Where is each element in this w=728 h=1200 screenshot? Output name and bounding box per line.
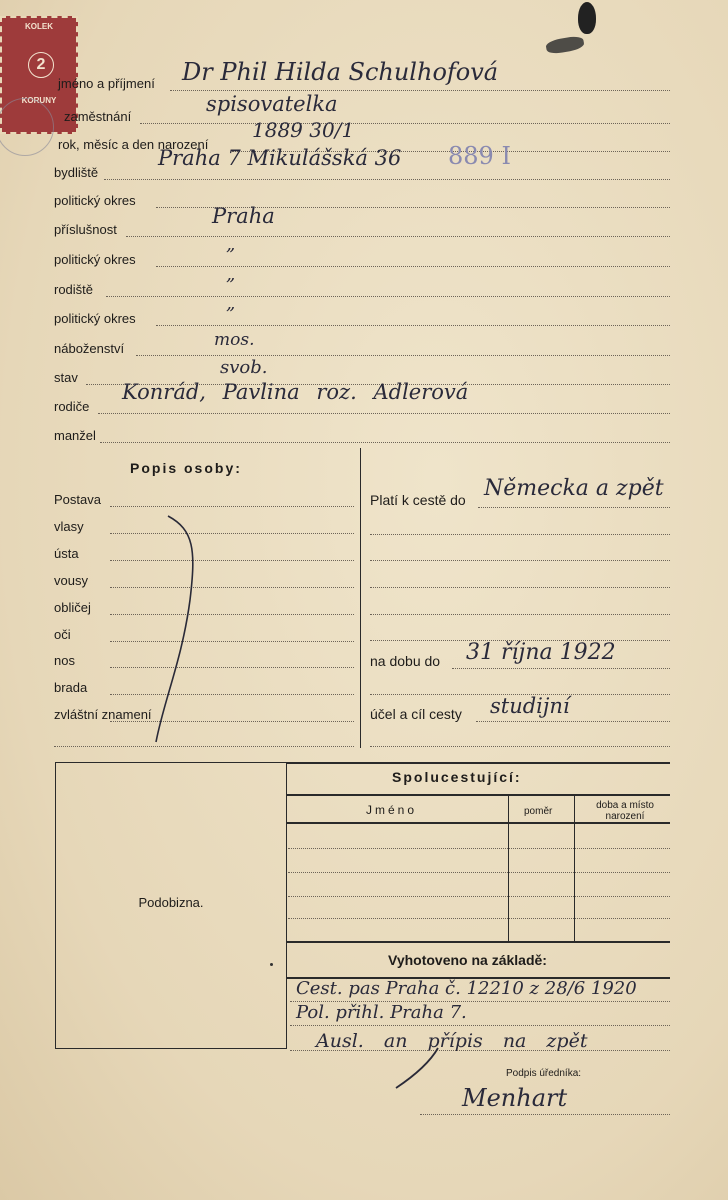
description-item-line: [110, 560, 354, 561]
photo-box: [55, 762, 287, 1049]
description-item-label: vousy: [54, 573, 88, 588]
bracket-stroke: [150, 510, 200, 750]
description-item-line: [110, 506, 354, 507]
ink-blot: [578, 2, 596, 34]
label-birth: rok, měsíc a den narození: [58, 137, 209, 152]
description-item-label: obličej: [54, 600, 91, 615]
value-status: svob.: [220, 357, 268, 378]
label-birthplace: rodiště: [54, 282, 94, 297]
description-item-line: [110, 721, 354, 722]
stamp-word: KORUNY: [21, 96, 57, 105]
label-parents: rodiče: [54, 399, 90, 414]
description-item-label: nos: [54, 653, 75, 668]
label-name: jméno a příjmení: [58, 76, 155, 91]
label-valid-to: Platí k cestě do: [370, 492, 466, 508]
description-heading: Popis osoby:: [130, 460, 242, 476]
value-parents: Konrád, Pavlina roz. Adlerová: [122, 380, 469, 404]
description-item-label: oči: [54, 627, 71, 642]
label-district-3: politický okres: [54, 311, 136, 326]
label-residence: bydliště: [54, 165, 99, 180]
description-item-label: vlasy: [54, 519, 84, 534]
officer-label: Podpis úředníka:: [506, 1068, 582, 1079]
issued-heading: Vyhotoveno na základě:: [388, 952, 547, 968]
officer-signature: Menhart: [462, 1084, 568, 1112]
description-bottom-line: [54, 746, 354, 747]
description-item-line: [110, 587, 354, 588]
residence-note: 889 I: [448, 142, 511, 170]
label-religion: náboženství: [54, 341, 125, 356]
issued-line-1: Cest. pas Praha č. 12210 z 28/6 1920: [296, 978, 637, 999]
label-spouse: manžel: [54, 428, 96, 443]
label-status: stav: [54, 370, 78, 385]
col-relation: poměr: [524, 806, 553, 817]
ink-smudge: [545, 35, 585, 55]
value-birthplace: „: [226, 264, 236, 285]
value-occupation: spisovatelka: [206, 92, 338, 116]
label-until: na dobu do: [370, 653, 441, 669]
value-name: Dr Phil Hilda Schulhofová: [182, 58, 499, 86]
issued-line-3: Ausl. an přípis na zpět: [316, 1030, 588, 1052]
label-district-1: politický okres: [54, 193, 136, 208]
description-item-label: Postava: [54, 492, 101, 507]
label-district-2: politický okres: [54, 252, 136, 267]
value-residence: Praha 7 Mikulášská 36: [158, 146, 402, 170]
section-divider: [360, 448, 361, 748]
stamp-top-text: KOLEK: [25, 22, 53, 31]
value-until: 31 října 1922: [466, 640, 616, 665]
stamp-value: 2: [28, 52, 54, 78]
description-item-label: zvláštní znamení: [54, 707, 152, 722]
description-item-label: ústa: [54, 546, 79, 561]
value-religion: mos.: [214, 330, 255, 350]
col-name: Jméno: [366, 803, 418, 817]
companions-heading: Spolucestující:: [392, 769, 522, 785]
value-birth: 1889 30/1: [252, 118, 355, 142]
label-purpose: účel a cíl cesty: [370, 706, 462, 722]
description-item-line: [110, 667, 354, 668]
value-belonging: Praha: [212, 204, 275, 228]
description-item-line: [110, 641, 354, 642]
pen-stroke: [390, 1044, 450, 1094]
label-occupation: zaměstnání: [64, 109, 132, 124]
value-district-3: „: [226, 293, 236, 314]
col-birth: doba a místo narození: [596, 800, 654, 822]
photo-dot: [270, 963, 273, 966]
issued-line-2: Pol. přihl. Praha 7.: [296, 1002, 467, 1023]
stamp-cancellation-circle: [0, 98, 54, 156]
photo-label: Podobizna.: [138, 895, 204, 910]
description-item-label: brada: [54, 680, 88, 695]
description-item-line: [110, 694, 354, 695]
description-item-line: [110, 614, 354, 615]
description-item-line: [110, 533, 354, 534]
value-district-2: „: [226, 234, 236, 255]
label-belonging: příslušnost: [54, 222, 117, 237]
value-purpose: studijní: [490, 694, 570, 718]
value-valid-to: Německa a zpět: [484, 476, 664, 501]
